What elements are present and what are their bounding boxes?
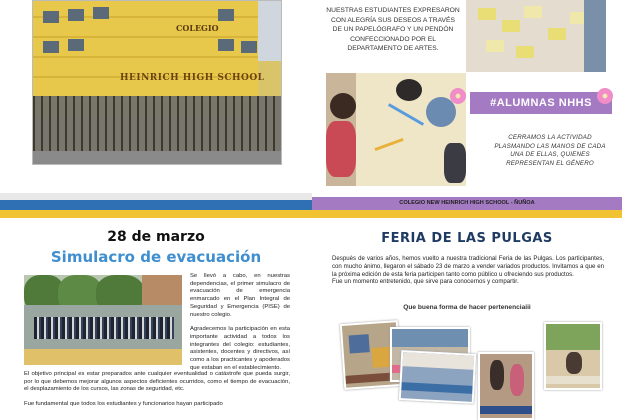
evacuation-paragraph: Agradecemos la participación en esta importante actividad a todos los integrantes del colegio: estudiantes, asistentes, docentes y directivos, así como a los practicantes y apoderados que estaban en el establecimiento. xyxy=(190,326,290,371)
feria-paragraph: Después de varios años, hemos vuelto a nuestra tradicional Feria de las Pulgas. Los participantes, con mucho ánimo, llegaron el sábado 23 de marzo a vender variados productos. Invitamos a que en la próxima edición de esta feria participen tanto como público u ofreciendo sus productos. xyxy=(332,255,604,278)
school-building-photo xyxy=(32,0,282,165)
notes-board-photo xyxy=(466,0,606,72)
evacuation-paragraph: El objetivo principal es estar preparados ante cualquier eventualidad o catástrofe que pueda surgir, por lo que debemos mejorar algunos aspectos deficientes ocurridos, como el tiempo de evacuación, el desplazamiento de los cursos, las zonas de seguridad, etc. xyxy=(24,371,290,393)
school-name-banner: COLEGIO NEW HEINRICH HIGH SCHOOL - ÑUÑOA xyxy=(312,197,622,210)
hashtag-banner: #ALUMNAS NHHS xyxy=(470,92,612,114)
feria-photo xyxy=(544,322,602,390)
banner-yellow-bar xyxy=(312,210,622,218)
banner-blue-bar xyxy=(0,200,312,210)
building-sign-main: HEINRICH HIGH SCHOOL xyxy=(120,73,265,83)
feria-paragraph: Fue un momento entretenido, que sirve para conocernos y compartir. xyxy=(332,278,519,286)
evacuation-date: 28 de marzo xyxy=(107,229,205,245)
closing-caption: CERRAMOS LA ACTIVIDAD PLASMANDO LAS MANOS DE CADA UNA DE ELLAS, QUIENES REPRESENTAN EL GÉNERO xyxy=(494,134,606,167)
flower-icon xyxy=(450,88,466,104)
activity-caption: NUESTRAS ESTUDIANTES EXPRESARON CON ALEGRÍA SUS DESEOS A TRAVÉS DE UN PAPELÓGRAFO Y UN PENDÓN CONFECCIONADO POR EL DEPARTAMENTO DE ARTES. xyxy=(322,0,464,72)
feria-photo xyxy=(399,350,477,404)
feria-title: FERIA DE LAS PULGAS xyxy=(381,231,553,246)
divider-line xyxy=(0,193,312,200)
evacuation-column-text xyxy=(190,273,290,379)
evacuation-title: Simulacro de evacuación xyxy=(50,248,262,266)
feria-photo xyxy=(478,352,534,420)
evacuation-paragraph: Fue fundamental que todos los estudiantes y funcionarios hayan participado xyxy=(24,401,223,408)
evacuation-full-text xyxy=(24,371,290,416)
banner-yellow-bar xyxy=(0,210,312,218)
building-sign-top: COLEGIO xyxy=(176,23,219,33)
feria-text xyxy=(332,255,604,286)
evacuation-paragraph: Se llevó a cabo, en nuestras dependencias, el primer simulacro de evacuación de emergencia enmarcado en el Plan Integral de Seguridad y Emergencia (PISE) de nuestro colegio. xyxy=(190,273,290,318)
flower-icon xyxy=(597,88,613,104)
feria-tagline: Que buena forma de hacer pertenenciaiii xyxy=(403,304,531,311)
students-drawing-photo xyxy=(326,73,466,186)
evacuation-drill-photo xyxy=(24,275,182,365)
